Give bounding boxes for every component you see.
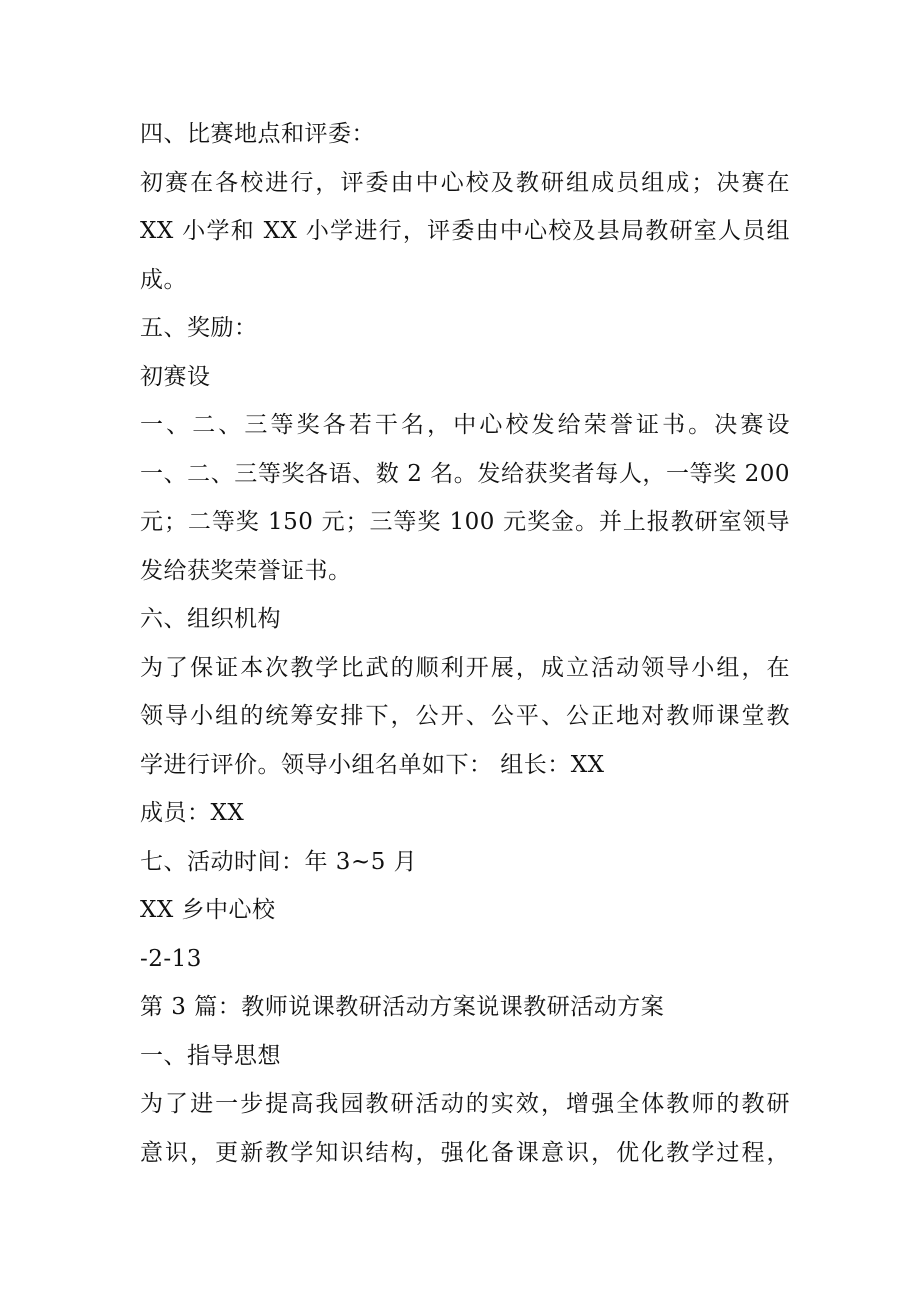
section-heading-guiding-ideology: 一、指导思想: [140, 1042, 281, 1069]
paragraph-line: XX 小学和 XX 小学进行，评委由中心校及县局教研室人员组: [140, 218, 790, 244]
section-heading-activity-time: 七、活动时间：年 3~5 月: [140, 848, 418, 875]
paragraph-line: 为了保证本次教学比武的顺利开展，成立活动领导小组，在: [140, 654, 790, 681]
signature-organization: XX 乡中心校: [140, 897, 276, 923]
paragraph-line: 成员：XX: [140, 800, 245, 826]
paragraph-line: 初赛在各校进行，评委由中心校及教研组成员组成；决赛在: [140, 169, 790, 196]
paragraph-line: 发给获奖荣誉证书。: [140, 557, 352, 584]
paragraph-line: 成。: [140, 266, 187, 293]
paragraph-line: 为了进一步提高我园教研活动的实效，增强全体教师的教研: [140, 1091, 790, 1117]
signature-date: -2-13: [140, 945, 202, 972]
section-heading-awards: 五、奖励：: [140, 315, 258, 341]
paragraph-line: 意识，更新教学知识结构，强化备课意识，优化教学过程，: [140, 1139, 790, 1166]
article-title: 第 3 篇：教师说课教研活动方案说课教研活动方案: [140, 994, 665, 1020]
section-heading-venue-judges: 四、比赛地点和评委：: [140, 121, 375, 147]
paragraph-line: 一、二、三等奖各语、数 2 名。发给获奖者每人，一等奖 200: [140, 460, 790, 487]
paragraph-line: 学进行评价。领导小组名单如下： 组长：XX: [140, 751, 605, 778]
document-body: [140, 110, 790, 1177]
paragraph-line: 初赛设: [140, 363, 211, 390]
section-heading-organization: 六、组织机构: [140, 606, 281, 632]
paragraph-line: 一、二、三等奖各若干名，中心校发给荣誉证书。决赛设: [140, 412, 790, 438]
paragraph-line: 领导小组的统筹安排下，公开、公平、公正地对教师课堂教: [140, 703, 790, 729]
paragraph-line: 元；二等奖 150 元；三等奖 100 元奖金。并上报教研室领导: [140, 509, 790, 535]
